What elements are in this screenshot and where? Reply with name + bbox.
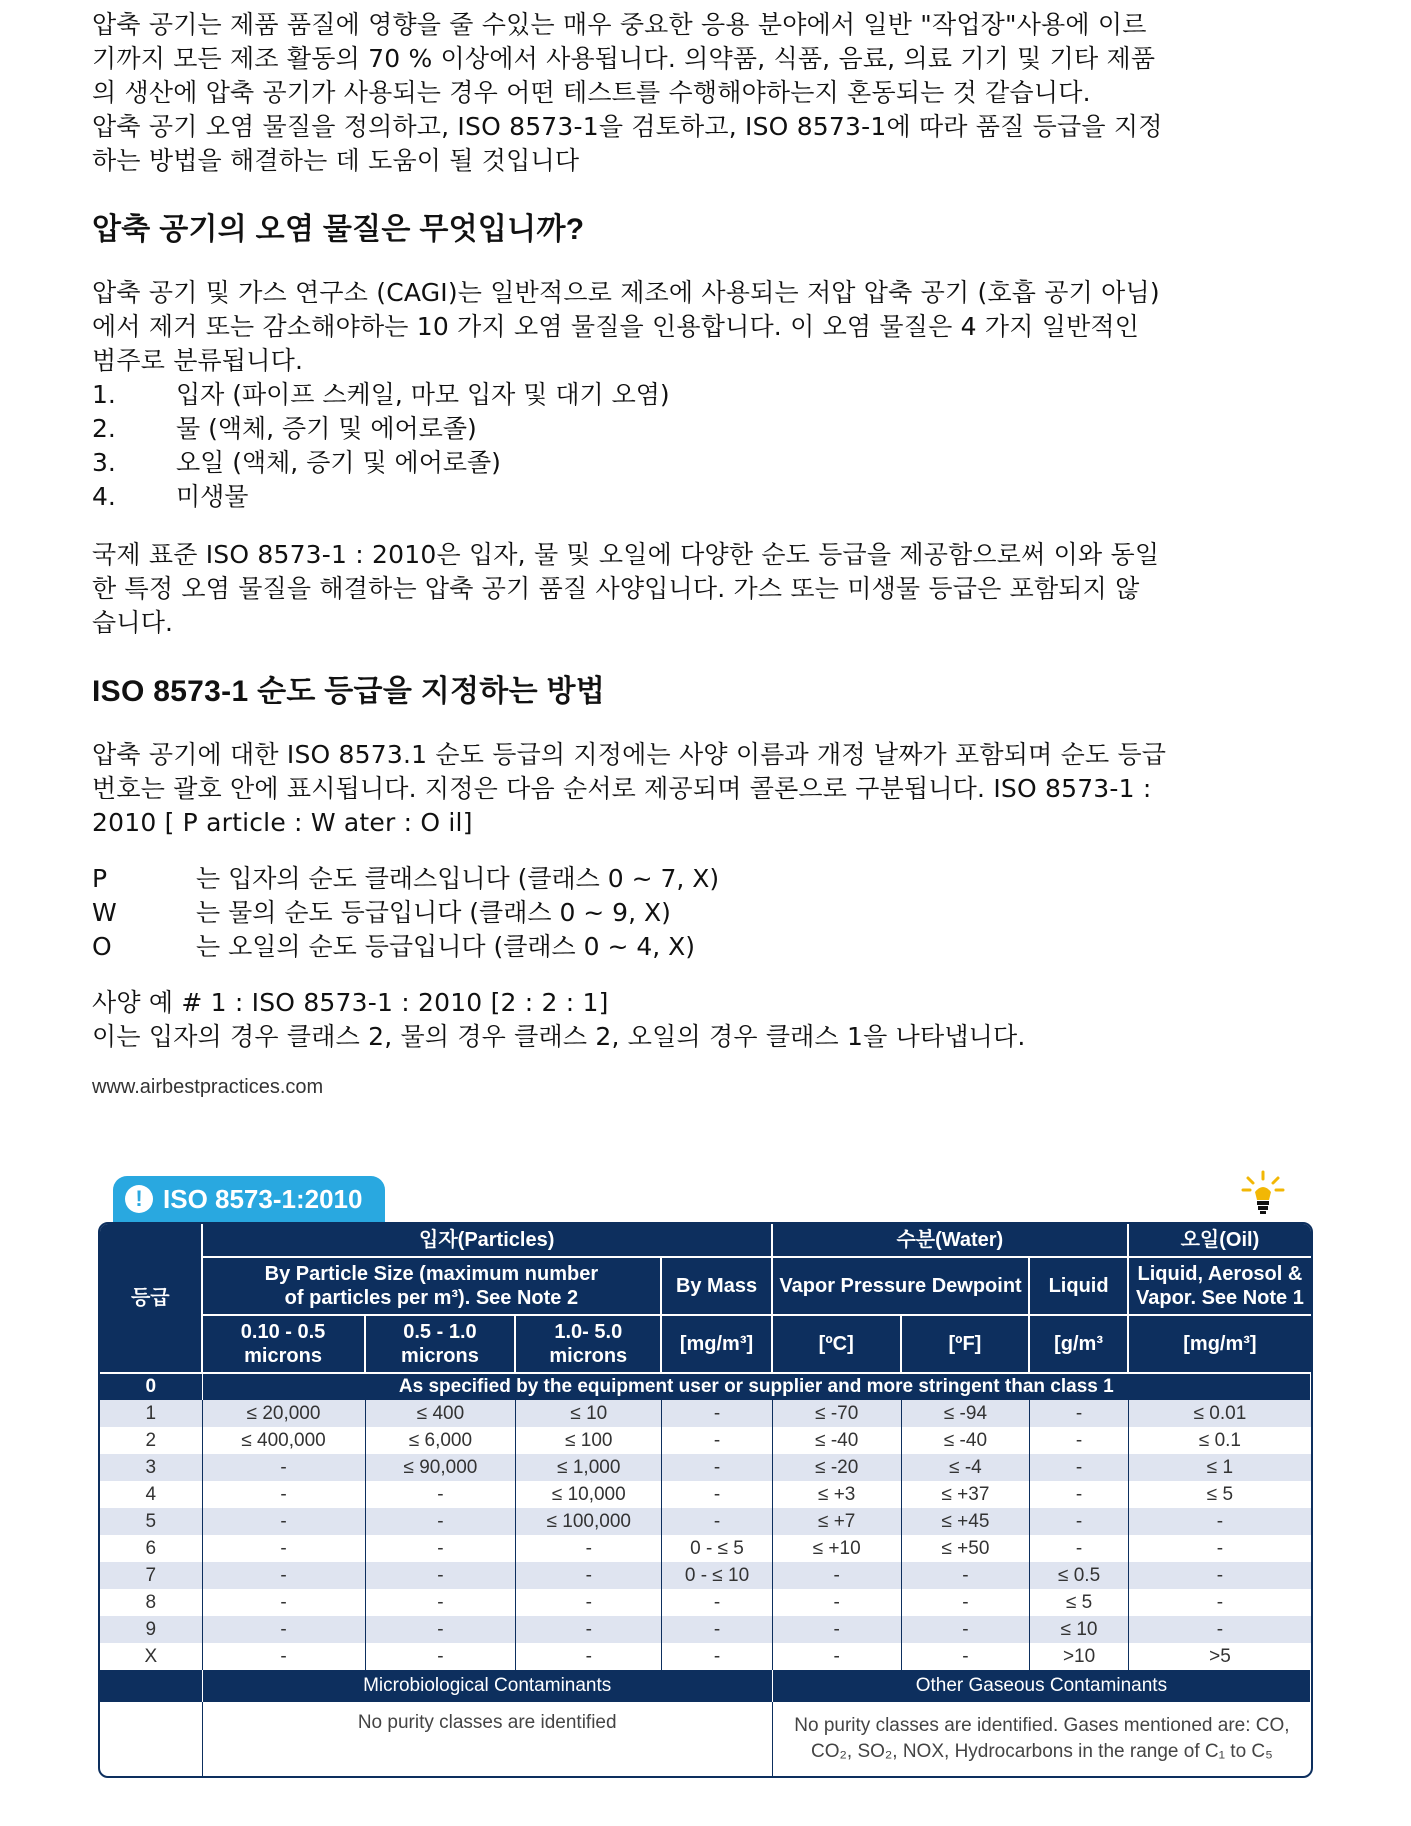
table-cell: ≤ -40 [773,1427,902,1454]
definition-item [92,862,1332,896]
grade-cell: 2 [100,1427,203,1454]
unit-line: microns [244,1345,322,1367]
table-row [100,1643,1311,1670]
list-item [92,446,1332,480]
table-row [100,1400,1311,1427]
liquid-header: Liquid [1030,1258,1129,1316]
table-cell: ≤ 100,000 [516,1508,662,1535]
table-cell: - [366,1481,517,1508]
definition-item [92,896,1332,930]
cagi-line: 압축 공기 및 가스 연구소 (CAGI)는 일반적으로 제조에 사용되는 저압 압축 공기 (호흡 공기 아님) [92,278,1160,307]
table-cell: - [662,1400,773,1427]
oil-sub-line: Vapor. See Note 1 [1136,1287,1304,1309]
table-cell: - [773,1562,902,1589]
contaminants-note-row [100,1702,1311,1776]
table-cell: - [366,1508,517,1535]
gas-header: Other Gaseous Contaminants [773,1670,1311,1702]
table-cell: - [516,1616,662,1643]
iso-standard-line: 습니다. [92,608,174,637]
table-row [100,1454,1311,1481]
iso-standard-paragraph [92,538,1332,640]
cagi-line: 범주로 분류됩니다. [92,346,304,375]
table-cell: - [203,1643,366,1670]
table-cell: - [1030,1454,1129,1481]
table-cell: ≤ -20 [773,1454,902,1481]
table-cell: - [1030,1427,1129,1454]
example-line: 사양 예 # 1 : ISO 8573-1 : 2010 [2 : 2 : 1] [92,988,609,1017]
table-cell: - [773,1616,902,1643]
table-cell: ≤ +3 [773,1481,902,1508]
cagi-paragraph [92,276,1332,378]
unit-line: 1.0- 5.0 [554,1321,623,1343]
table-row [100,1481,1311,1508]
unit-header: [mg/m³] [1129,1316,1311,1374]
intro-line: 의 생산에 압축 공기가 사용되는 경우 어떤 테스트를 수행해야하는지 혼동되는 것 같습니다. [92,78,1091,107]
lightbulb-icon [1240,1170,1286,1216]
table-cell: ≤ -94 [902,1400,1031,1427]
table-cell: ≤ 5 [1206,1483,1234,1505]
source-url: www.airbestpractices.com [92,1076,324,1098]
table-cell: - [203,1508,366,1535]
water-group-header: 수분(Water) [773,1224,1129,1258]
grade-cell: 5 [100,1508,203,1535]
definition-item [92,930,1332,964]
iso-8573-table [98,1222,1313,1778]
iso-table-body [100,1400,1311,1670]
table-cell: - [516,1643,662,1670]
section-heading-contaminants: 압축 공기의 오염 물질은 무엇입니까? [92,213,585,246]
micro-header: Microbiological Contaminants [203,1670,773,1702]
grade-cell: 3 [100,1454,203,1481]
particle-size-line: of particles per m³). See Note 2 [284,1287,579,1309]
table-row [100,1616,1311,1643]
list-number: 1. [92,380,116,409]
unit-header: [mg/m³] [662,1316,773,1374]
grade-cell: 0 [100,1374,203,1400]
unit-header [203,1316,366,1374]
table-cell: ≤ 10,000 [516,1481,662,1508]
intro-line: 기까지 모든 제조 활동의 70 % 이상에서 사용됩니다. 의약품, 식품, 음료, 의료 기기 및 기타 제품 [92,44,1156,73]
cagi-line: 에서 제거 또는 감소해야하는 10 가지 오염 물질을 인용합니다. 이 오염 물질은 4 가지 일반적인 [92,312,1140,341]
table-cell: - [902,1643,1031,1670]
table-cell: - [516,1562,662,1589]
particle-size-line: By Particle Size (maximum number [264,1263,599,1285]
table-row [100,1508,1311,1535]
table-cell: ≤ 5 [1030,1589,1129,1616]
table-cell: ≤ 10 [516,1400,662,1427]
example-paragraph [92,986,1332,1054]
grade-cell: 8 [100,1589,203,1616]
document-page [92,8,1332,1099]
unit-header [366,1316,517,1374]
contaminant-list [92,378,1332,514]
list-number: 2. [92,414,116,443]
class-0-row [100,1374,1311,1400]
table-cell: ≤ -70 [773,1400,902,1427]
iso-tab-label: ISO 8573-1:2010 [163,1183,363,1214]
designation-line: 압축 공기에 대한 ISO 8573.1 순도 등급의 지정에는 사양 이름과 개정 날짜가 포함되며 순도 등급 [92,740,1167,769]
table-cell: - [203,1562,366,1589]
table-cell: - [662,1616,773,1643]
particles-group-header: 입자(Particles) [203,1224,773,1258]
list-number: 3. [92,448,116,477]
iso-standard-line: 한 특정 오염 물질을 해결하는 압축 공기 품질 사양입니다. 가스 또는 미생물 등급은 포함되지 않 [92,574,1140,603]
table-cell: - [1216,1591,1224,1613]
list-number: 4. [92,482,116,511]
table-cell: ≤ 1 [1129,1454,1311,1481]
table-cell: ≤ +7 [773,1508,902,1535]
oil-sub-header [1129,1258,1311,1316]
table-cell: - [516,1535,662,1562]
table-cell: ≤ +45 [902,1508,1031,1535]
table-cell: - [662,1481,773,1508]
micro-note: No purity classes are identified [203,1702,773,1776]
table-cell: ≤ 400,000 [203,1427,366,1454]
grade-cell: 1 [100,1400,203,1427]
table-cell: >5 [1209,1645,1231,1667]
table-cell: - [203,1616,366,1643]
table-cell: - [366,1562,517,1589]
table-cell: - [366,1616,517,1643]
table-cell: >10 [1030,1643,1129,1670]
table-cell: - [662,1643,773,1670]
gas-note-line: CO₂, SO₂, NOX, Hydrocarbons in the range of C₁ to C₅ [811,1741,1273,1762]
list-text: 입자 (파이프 스케일, 마모 입자 및 대기 오염) [176,380,670,409]
definition-text: 는 입자의 순도 클래스입니다 (클래스 0 ~ 7, X) [196,864,720,893]
exclamation-icon: ! [125,1185,153,1213]
grade-header: 등급 [100,1224,203,1374]
designation-paragraph [92,738,1332,840]
table-cell: - [902,1589,1031,1616]
list-item [92,480,1332,514]
list-text: 오일 (액체, 증기 및 에어로졸) [176,448,501,477]
section-heading-designation: ISO 8573-1 순도 등급을 지정하는 방법 [92,675,606,708]
table-cell: ≤ 0.01 [1129,1400,1311,1427]
table-cell: - [366,1535,517,1562]
table-row [100,1535,1311,1562]
intro-line: 압축 공기 오염 물질을 정의하고, ISO 8573-1을 검토하고, ISO 8573-1에 따라 품질 등급을 지정 [92,112,1163,141]
table-cell: - [773,1643,902,1670]
table-cell: ≤ +50 [902,1535,1031,1562]
unit-header: [ºF] [902,1316,1031,1374]
empty-cell [100,1670,203,1702]
unit-line: microns [549,1345,628,1367]
class-0-text: As specified by the equipment user or supplier and more stringent than class 1 [203,1374,1311,1400]
table-cell: ≤ 400 [366,1400,517,1427]
contaminants-header-row [100,1670,1311,1702]
table-cell: ≤ 100 [516,1427,662,1454]
table-cell: - [203,1535,366,1562]
intro-paragraph [92,8,1332,178]
list-text: 물 (액체, 증기 및 에어로졸) [176,414,477,443]
table-cell: - [1030,1400,1129,1427]
particle-size-header [203,1258,663,1316]
unit-header: [g/m³ [1030,1316,1129,1374]
table-cell: - [366,1589,517,1616]
list-text: 미생물 [176,482,249,511]
table-cell: ≤ -4 [902,1454,1031,1481]
grade-cell: 9 [100,1616,203,1643]
unit-header: [ºC] [773,1316,902,1374]
table-cell: - [203,1454,366,1481]
list-item [92,412,1332,446]
table-cell: - [773,1589,902,1616]
table-cell: ≤ 90,000 [366,1454,517,1481]
grade-cell: X [100,1643,203,1670]
table-cell: - [203,1589,366,1616]
table-cell: - [366,1643,517,1670]
table-cell: ≤ 20,000 [203,1400,366,1427]
definition-key: O [92,932,112,961]
table-cell: - [662,1427,773,1454]
table-cell: ≤ -40 [902,1427,1031,1454]
definition-text: 는 물의 순도 등급입니다 (클래스 0 ~ 9, X) [196,898,671,927]
unit-header [516,1316,662,1374]
gas-note-line: No purity classes are identified. Gases mentioned are: CO, [794,1715,1290,1736]
table-cell: - [662,1589,773,1616]
unit-line: microns [401,1345,479,1367]
table-cell: ≤ 0.5 [1030,1562,1129,1589]
intro-line: 하는 방법을 해결하는 데 도움이 될 것입니다 [92,146,580,175]
table-cell: ≤ 0.1 [1198,1429,1241,1451]
iso-standard-line: 국제 표준 ISO 8573-1 : 2010은 입자, 물 및 오일에 다양한 순도 등급을 제공함으로써 이와 동일 [92,540,1160,569]
unit-line: 0.10 - 0.5 [240,1321,326,1343]
by-mass-header: By Mass [662,1258,773,1316]
table-row [100,1562,1311,1589]
table-cell: ≤ 1,000 [516,1454,662,1481]
iso-tab [113,1176,385,1222]
definition-key: P [92,864,108,893]
table-row [100,1589,1311,1616]
unit-line: 0.5 - 1.0 [403,1321,477,1343]
table-cell: 0 - ≤ 10 [662,1562,773,1589]
table-cell: ≤ +37 [902,1481,1031,1508]
grade-cell: 4 [100,1481,203,1508]
vapor-dewpoint-header: Vapor Pressure Dewpoint [773,1258,1030,1316]
table-cell: 0 - ≤ 5 [662,1535,773,1562]
grade-cell: 6 [100,1535,203,1562]
definition-text: 는 오일의 순도 등급입니다 (클래스 0 ~ 4, X) [196,932,696,961]
table-cell: ≤ 6,000 [366,1427,517,1454]
class-definitions [92,862,1332,964]
oil-sub-line: Liquid, Aerosol & [1137,1263,1303,1285]
table-cell: - [662,1508,773,1535]
table-cell: - [1030,1481,1129,1508]
grade-cell: 7 [100,1562,203,1589]
table-cell: ≤ +10 [773,1535,902,1562]
intro-line: 압축 공기는 제품 품질에 영향을 줄 수있는 매우 중요한 응용 분야에서 일반 "작업장"사용에 이르 [92,10,1147,39]
table-cell: - [516,1589,662,1616]
definition-key: W [92,898,117,927]
table-cell: - [902,1562,1031,1589]
table-cell: - [662,1454,773,1481]
table-cell: - [1129,1616,1311,1643]
table-cell: - [1030,1535,1129,1562]
table-cell: - [1129,1562,1311,1589]
table-row [100,1427,1311,1454]
table-cell: - [1030,1508,1129,1535]
table-cell: - [1216,1537,1224,1559]
gas-note [773,1702,1311,1776]
designation-line: 2010 [ P article : W ater : O il] [92,808,473,837]
list-item [92,378,1332,412]
table-cell: - [902,1616,1031,1643]
table-cell: - [1129,1508,1311,1535]
table-cell: ≤ 10 [1030,1616,1129,1643]
designation-line: 번호는 괄호 안에 표시됩니다. 지정은 다음 순서로 제공되며 콜론으로 구분됩니다. ISO 8573-1 : [92,774,1152,803]
empty-cell [100,1702,203,1776]
example-line: 이는 입자의 경우 클래스 2, 물의 경우 클래스 2, 오일의 경우 클래스 1을 나타냅니다. [92,1022,1026,1051]
oil-group-header: 오일(Oil) [1129,1224,1311,1258]
table-cell: - [203,1481,366,1508]
